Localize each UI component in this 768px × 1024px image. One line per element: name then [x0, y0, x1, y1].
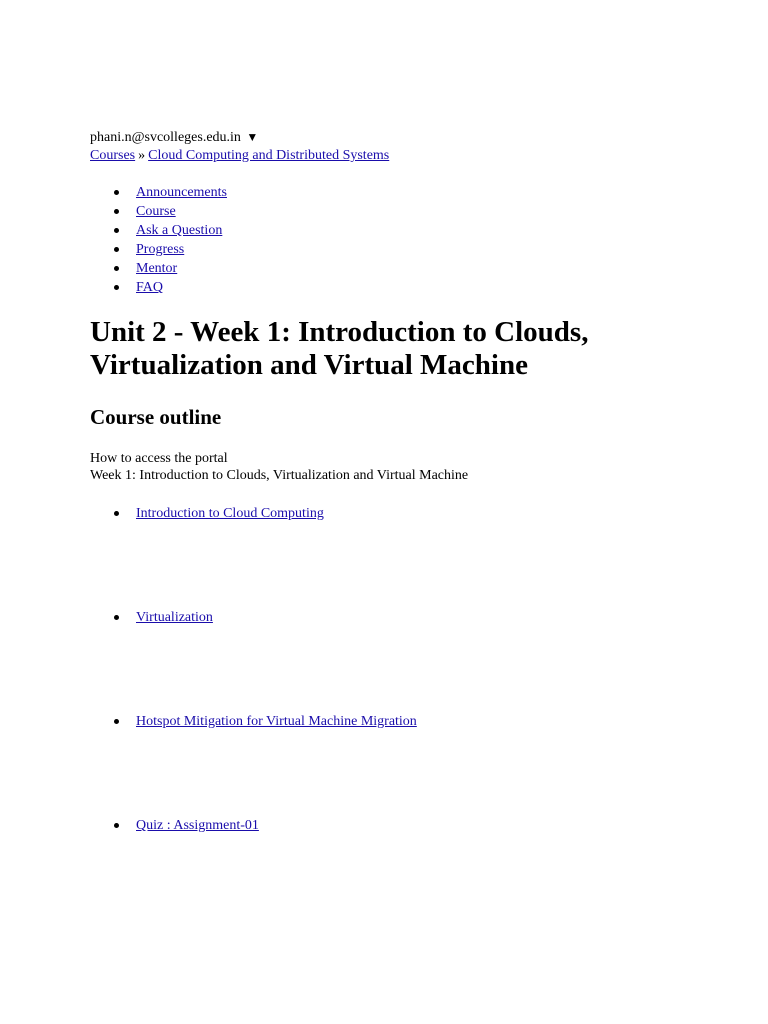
- list-item: [90, 608, 213, 627]
- unit-link-hotspot-mitigation[interactable]: Hotspot Mitigation for Virtual Machine Migration: [136, 714, 417, 729]
- user-menu[interactable]: [90, 128, 258, 147]
- user-email[interactable]: phani.n@svcolleges.edu.in: [90, 130, 241, 145]
- unit-link-intro-cloud[interactable]: Introduction to Cloud Computing: [136, 506, 324, 521]
- nav-item-ask-question: [90, 221, 227, 240]
- list-item: [90, 712, 417, 731]
- section-title-course-outline: Course outline: [90, 405, 222, 429]
- outline-text-portal: How to access the portal: [90, 451, 228, 466]
- unit-link-quiz-assignment[interactable]: Quiz : Assignment-01: [136, 818, 259, 833]
- chevron-down-icon[interactable]: ▼: [246, 130, 259, 144]
- outline-text-week1: Week 1: Introduction to Clouds, Virtualization and Virtual Machine: [90, 468, 469, 483]
- nav-item-mentor: [90, 259, 227, 278]
- nav-link-progress[interactable]: Progress: [136, 242, 185, 257]
- nav-link-mentor[interactable]: Mentor: [136, 261, 178, 276]
- list-item: [90, 504, 324, 523]
- breadcrumb-course-link[interactable]: Cloud Computing and Distributed Systems: [148, 148, 390, 163]
- list-item: [90, 816, 259, 835]
- nav-link-course[interactable]: Course: [136, 204, 176, 219]
- breadcrumb: [90, 147, 389, 165]
- nav-item-faq: [90, 278, 227, 297]
- breadcrumb-separator: »: [138, 148, 146, 163]
- unit-link-virtualization[interactable]: Virtualization: [136, 610, 213, 625]
- nav-item-progress: [90, 240, 227, 259]
- nav-link-announcements[interactable]: Announcements: [136, 185, 227, 200]
- breadcrumb-courses-link[interactable]: Courses: [90, 148, 136, 163]
- nav-item-announcements: [90, 183, 227, 202]
- nav-item-course: [90, 202, 227, 221]
- page-title: Unit 2 - Week 1: Introduction to Clouds, Virtualization and Virtual Machine: [90, 316, 589, 381]
- nav-link-ask-question[interactable]: Ask a Question: [136, 223, 223, 238]
- nav-link-faq[interactable]: FAQ: [136, 280, 163, 295]
- course-nav: [90, 183, 227, 297]
